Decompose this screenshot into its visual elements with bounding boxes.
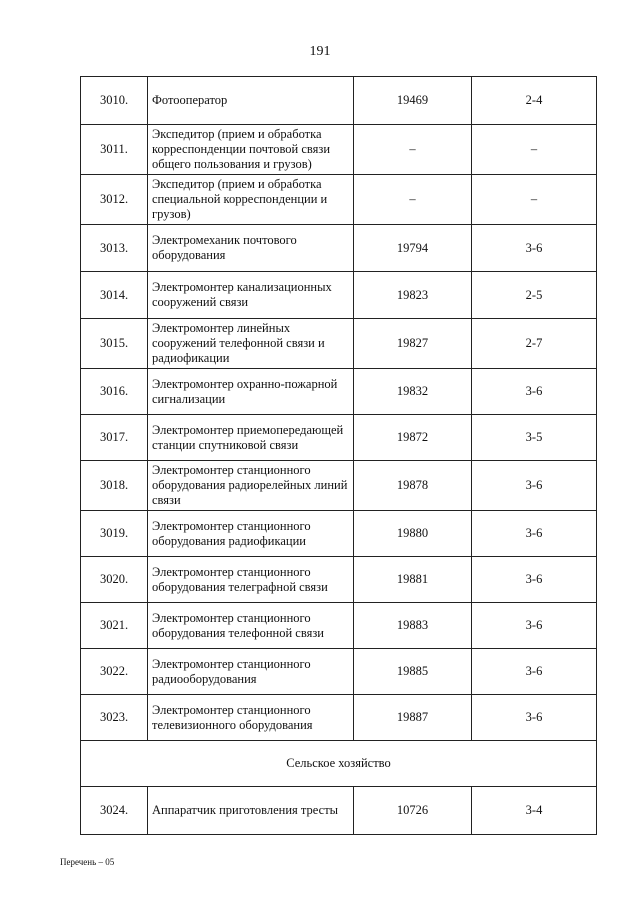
occupation-code: 19823 xyxy=(354,272,472,319)
row-number: 3016. xyxy=(81,369,148,415)
occupations-table-body xyxy=(81,77,597,835)
grade-range: – xyxy=(472,175,597,225)
occupation-title: Электромонтер станционного оборудования телеграфной связи xyxy=(148,557,354,603)
row-number: 3021. xyxy=(81,603,148,649)
grade-range: 3-6 xyxy=(472,461,597,511)
table-row xyxy=(81,461,597,511)
grade-range: 2-4 xyxy=(472,77,597,125)
grade-range: 3-6 xyxy=(472,649,597,695)
page-number: 191 xyxy=(309,44,331,59)
grade-range: 3-5 xyxy=(472,415,597,461)
occupation-title: Электромонтер станционного телевизионного оборудования xyxy=(148,695,354,741)
row-number: 3019. xyxy=(81,511,148,557)
grade-range: 2-7 xyxy=(472,319,597,369)
row-number: 3020. xyxy=(81,557,148,603)
table-row xyxy=(81,787,597,835)
occupation-title: Электромонтер приемопередающей станции спутниковой связи xyxy=(148,415,354,461)
table-row xyxy=(81,319,597,369)
row-number: 3013. xyxy=(81,225,148,272)
grade-range: 2-5 xyxy=(472,272,597,319)
occupation-title: Электромонтер линейных сооружений телефонной связи и радиофикации xyxy=(148,319,354,369)
occupation-title: Электромеханик почтового оборудования xyxy=(148,225,354,272)
row-number: 3024. xyxy=(81,787,148,835)
occupation-title: Электромонтер канализационных сооружений связи xyxy=(148,272,354,319)
grade-range: 3-6 xyxy=(472,603,597,649)
occupation-code: 19794 xyxy=(354,225,472,272)
occupation-code: 19827 xyxy=(354,319,472,369)
row-number: 3014. xyxy=(81,272,148,319)
grade-range: 3-6 xyxy=(472,557,597,603)
table-row xyxy=(81,175,597,225)
occupations-table xyxy=(80,76,597,835)
table-row xyxy=(81,603,597,649)
occupation-code: 19881 xyxy=(354,557,472,603)
grade-range: 3-6 xyxy=(472,511,597,557)
grade-range: – xyxy=(472,125,597,175)
table-row xyxy=(81,511,597,557)
occupation-code: 19880 xyxy=(354,511,472,557)
occupation-code: 19885 xyxy=(354,649,472,695)
occupation-title: Аппаратчик приготовления тресты xyxy=(148,787,354,835)
occupation-title: Электромонтер станционного оборудования радиофикации xyxy=(148,511,354,557)
occupation-title: Электромонтер станционного оборудования телефонной связи xyxy=(148,603,354,649)
occupation-code: 19832 xyxy=(354,369,472,415)
occupation-code: 10726 xyxy=(354,787,472,835)
occupation-title: Электромонтер охранно-пожарной сигнализации xyxy=(148,369,354,415)
table-row xyxy=(81,415,597,461)
row-number: 3012. xyxy=(81,175,148,225)
page-footer: Перечень – 05 xyxy=(60,857,115,867)
grade-range: 3-6 xyxy=(472,695,597,741)
occupation-title: Электромонтер станционного оборудования радиорелейных линий связи xyxy=(148,461,354,511)
row-number: 3011. xyxy=(81,125,148,175)
grade-range: 3-6 xyxy=(472,225,597,272)
row-number: 3018. xyxy=(81,461,148,511)
table-row xyxy=(81,225,597,272)
row-number: 3015. xyxy=(81,319,148,369)
occupation-code: 19887 xyxy=(354,695,472,741)
table-row xyxy=(81,557,597,603)
row-number: 3022. xyxy=(81,649,148,695)
occupation-code: 19872 xyxy=(354,415,472,461)
grade-range: 3-6 xyxy=(472,369,597,415)
table-row xyxy=(81,125,597,175)
row-number: 3023. xyxy=(81,695,148,741)
occupation-code: 19878 xyxy=(354,461,472,511)
section-header-row xyxy=(81,741,597,787)
section-title: Сельское хозяйство xyxy=(81,741,597,787)
row-number: 3017. xyxy=(81,415,148,461)
row-number: 3010. xyxy=(81,77,148,125)
occupation-code: – xyxy=(354,125,472,175)
table-row xyxy=(81,272,597,319)
table-row xyxy=(81,695,597,741)
table-row xyxy=(81,77,597,125)
grade-range: 3-4 xyxy=(472,787,597,835)
occupation-title: Электромонтер станционного радиооборудования xyxy=(148,649,354,695)
occupation-code: 19883 xyxy=(354,603,472,649)
occupation-code: 19469 xyxy=(354,77,472,125)
occupation-title: Экспедитор (прием и обработка корреспонденции почтовой связи общего пользования и грузов) xyxy=(148,125,354,175)
occupation-code: – xyxy=(354,175,472,225)
table-row xyxy=(81,649,597,695)
occupation-title: Экспедитор (прием и обработка специальной корреспонденции и грузов) xyxy=(148,175,354,225)
occupation-title: Фотооператор xyxy=(148,77,354,125)
table-row xyxy=(81,369,597,415)
